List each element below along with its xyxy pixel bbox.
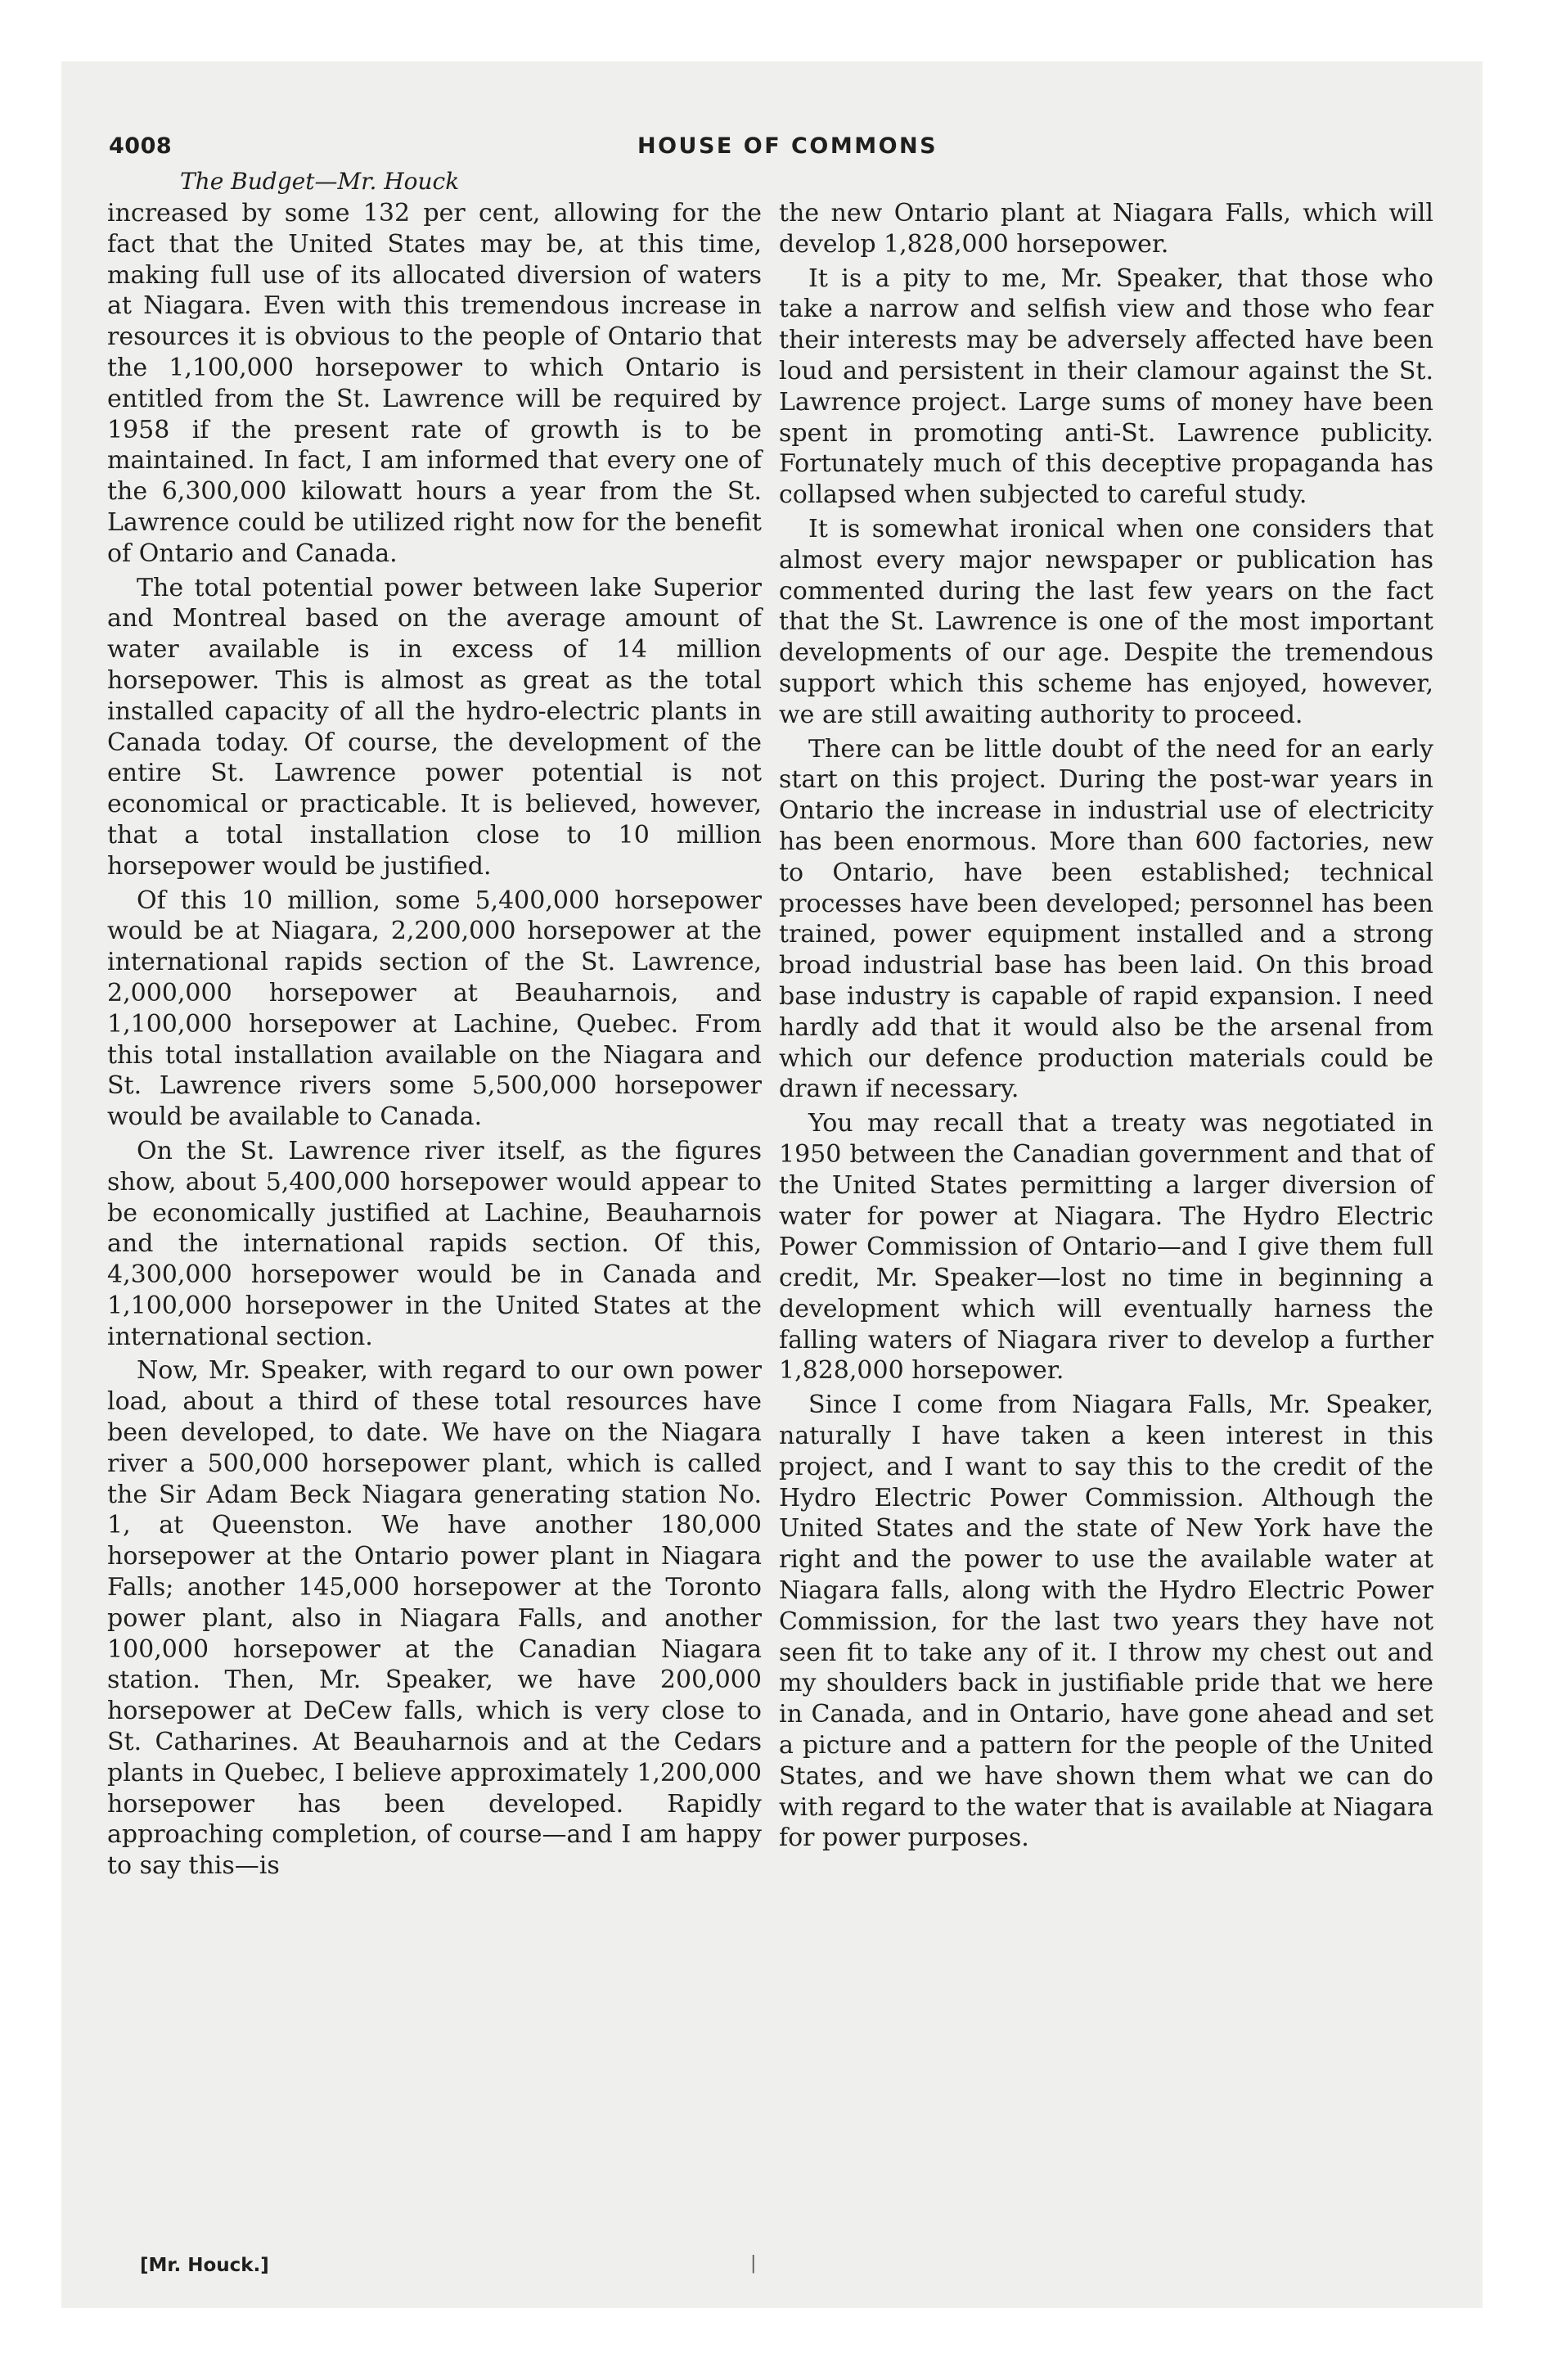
- journal-title: HOUSE OF COMMONS: [637, 133, 938, 159]
- paragraph: It is a pity to me, Mr. Speaker, that those who take a narrow and selfish view and those who fear their interests may be adversely affected have been loud and persistent in their clamour against the St. Lawrence project. Large sums of money have been spent in promoting anti-St. Lawrence publicity. Fortunately much of this deceptive propaganda has collapsed when subjected to careful study.: [779, 264, 1433, 510]
- page-number: 4008: [109, 133, 173, 159]
- paragraph: It is somewhat ironical when one considers that almost every major newspaper or publication has commented during the last few years on the fact that the St. Lawrence is one of the most important developments of our age. Despite the tremendous support which this scheme has enjoyed, however, we are still awaiting authority to proceed.: [779, 514, 1433, 729]
- left-column: [107, 198, 762, 1885]
- paragraph: The total potential power between lake Superior and Montreal based on the average amount of water available is in excess of 14 million horsepower. This is almost as great as the total installed capacity of all the hydro-electric plants in Canada today. Of course, the development of the entire St. Lawrence power potential is not economical or practicable. It is believed, however, that a total installation close to 10 million horsepower would be justified.: [107, 573, 762, 881]
- paragraph: Of this 10 million, some 5,400,000 horsepower would be at Niagara, 2,200,000 horsepower at the international rapids section of the St. Lawrence, 2,000,000 horsepower at Beauharnois, and 1,100,000 horsepower at Lachine, Quebec. From this total installation available on the Niagara and St. Lawrence rivers some 5,500,000 horsepower would be available to Canada.: [107, 886, 762, 1132]
- right-column: [779, 198, 1433, 1857]
- paragraph: There can be little doubt of the need for an early start on this project. During the post-war years in Ontario the increase in industrial use of electricity has been enormous. More than 600 factories, new to Ontario, have been established; technical processes have been developed; personnel has been trained, power equipment installed and a strong broad industrial base has been laid. On this broad base industry is capable of rapid expansion. I need hardly add that it would also be the arsenal from which our defence production materials could be drawn if necessary.: [779, 734, 1433, 1104]
- page-sheet: [61, 61, 1483, 2308]
- paragraph: Now, Mr. Speaker, with regard to our own power load, about a third of these total resources have been developed, to date. We have on the Niagara river a 500,000 horsepower plant, which is called the Sir Adam Beck Niagara generating station No. 1, at Queenston. We have another 180,000 horsepower at the Ontario power plant in Niagara Falls; another 145,000 horsepower at the Toronto power plant, also in Niagara Falls, and another 100,000 horsepower at the Canadian Niagara station. Then, Mr. Speaker, we have 200,000 horsepower at DeCew falls, which is very close to St. Catharines. At Beauharnois and at the Cedars plants in Quebec, I believe approximately 1,200,000 horsepower has been developed. Rapidly approaching completion, of course—and I am happy to say this—is: [107, 1356, 762, 1881]
- paragraph: Since I come from Niagara Falls, Mr. Speaker, naturally I have taken a keen interest in this project, and I want to say this to the credit of the Hydro Electric Power Commission. Although the United States and the state of New York have the right and the power to use the available water at Niagara falls, along with the Hydro Electric Power Commission, for the last two years they have not seen fit to take any of it. I throw my chest out and my shoulders back in justifiable pride that we here in Canada, and in Ontario, have gone ahead and set a picture and a pattern for the people of the United States, and we have shown them what we can do with regard to the water that is available at Niagara for power purposes.: [779, 1391, 1433, 1853]
- debate-subject: The Budget—Mr. Houck: [180, 168, 460, 195]
- paragraph: increased by some 132 per cent, allowing for the fact that the United States may be, at this time, making full use of its allocated diversion of waters at Niagara. Even with this tremendous increase in resources it is obvious to the people of Ontario that the 1,100,000 horsepower to which Ontario is entitled from the St. Lawrence will be required by 1958 if the present rate of growth is to be maintained. In fact, I am informed that every one of the 6,300,000 kilowatt hours a year from the St. Lawrence could be utilized right now for the benefit of Ontario and Canada.: [107, 199, 762, 568]
- running-head: [109, 133, 1453, 166]
- paragraph: On the St. Lawrence river itself, as the figures show, about 5,400,000 horsepower would appear to be economically justified at Lachine, Beauharnois and the international rapids section. Of this, 4,300,000 horsepower would be in Canada and 1,100,000 horsepower in the United States at the international section.: [107, 1136, 762, 1351]
- column-divider-mark: |: [750, 2253, 757, 2274]
- speaker-footer: [Mr. Houck.]: [140, 2255, 269, 2276]
- paragraph: You may recall that a treaty was negotiated in 1950 between the Canadian government and that of the United States permitting a larger diversion of water for power at Niagara. The Hydro Electric Power Commission of Ontario—and I give them full credit, Mr. Speaker—lost no time in beginning a development which will eventually harness the falling waters of Niagara river to develop a further 1,828,000 horsepower.: [779, 1109, 1433, 1386]
- paragraph: the new Ontario plant at Niagara Falls, which will develop 1,828,000 horsepower.: [779, 199, 1433, 259]
